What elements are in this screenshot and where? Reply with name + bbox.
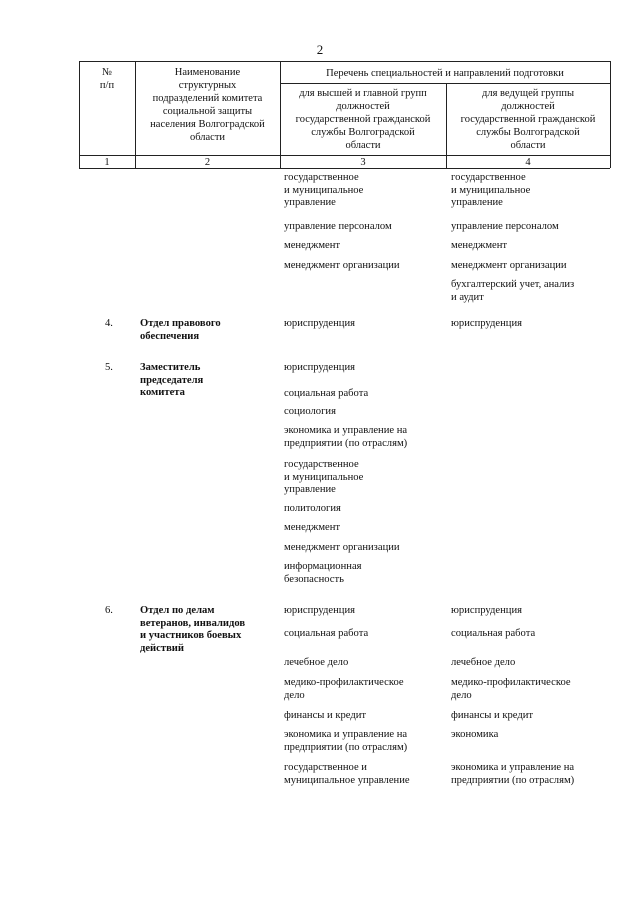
header-col4: для ведущей группы должностей государственной гражданской службы Волгоградской области xyxy=(460,88,596,151)
row4-name: Отдел правового обеспечения xyxy=(140,318,221,342)
row6-c3-2: социальная работа xyxy=(284,628,369,639)
header-col2: Наименование структурных подразделений комитета социальной защиты населения Волгоградской области xyxy=(150,67,265,143)
row5-c3-7: менеджмент xyxy=(284,522,341,533)
row5-c3-1: юриспруденция xyxy=(284,362,356,373)
header-col1: № п/п xyxy=(99,67,115,91)
header-num-4: 4 xyxy=(525,157,531,168)
cont-c4-4: менеджмент организации xyxy=(451,260,567,271)
row6-c4-3: лечебное дело xyxy=(451,657,516,668)
row6-c3-5: финансы и кредит xyxy=(284,710,367,721)
row6-c4-7: экономика и управление на предприятии (по отраслям) xyxy=(451,762,575,786)
row6-c4-6: экономика xyxy=(451,729,499,740)
row6-c3-4: медико-профилактическое дело xyxy=(284,677,404,701)
row6-c4-2: социальная работа xyxy=(451,628,536,639)
cont-c4-1: государственное и муниципальное управление xyxy=(451,172,531,208)
page-number: 2 xyxy=(316,42,324,57)
row6-c3-1: юриспруденция xyxy=(284,605,356,616)
header-subline xyxy=(280,83,610,84)
header-col3: для высшей и главной групп должностей государственной гражданской службы Волгоградской области xyxy=(295,88,431,151)
row6-c3-6: экономика и управление на предприятии (по отраслям) xyxy=(284,729,408,753)
row5-c3-9: информационная безопасность xyxy=(284,561,362,585)
row5-c3-5: государственное и муниципальное управление xyxy=(284,459,364,495)
row6-c4-5: финансы и кредит xyxy=(451,710,534,721)
row6-name: Отдел по делам ветеранов, инвалидов и участников боевых действий xyxy=(140,605,246,654)
row6-c3-7: государственное и муниципальное управление xyxy=(284,762,410,786)
row5-c3-8: менеджмент организации xyxy=(284,542,400,553)
row5-c3-6: политология xyxy=(284,503,341,514)
cont-c4-2: управление персоналом xyxy=(451,221,559,232)
row5-c3-4: экономика и управление на предприятии (по отраслям) xyxy=(284,425,408,449)
row6-c3-3: лечебное дело xyxy=(284,657,349,668)
row4-c3: юриспруденция xyxy=(284,318,356,329)
row6-c4-1: юриспруденция xyxy=(451,605,523,616)
row4-c4: юриспруденция xyxy=(451,318,523,329)
row5-number: 5. xyxy=(105,362,113,373)
row6-c4-4: медико-профилактическое дело xyxy=(451,677,571,701)
cont-c3-1: государственное и муниципальное управление xyxy=(284,172,364,208)
cont-c3-3: менеджмент xyxy=(284,240,341,251)
header-col34: Перечень специальностей и направлений подготовки xyxy=(326,68,564,79)
row5-name: Заместитель председателя комитета xyxy=(140,362,204,398)
cont-c4-3: менеджмент xyxy=(451,240,508,251)
header-num-1: 1 xyxy=(104,157,110,168)
header-num-3: 3 xyxy=(360,157,366,168)
header-border-right xyxy=(610,61,611,168)
row5-c3-3: социология xyxy=(284,406,336,417)
row4-number: 4. xyxy=(105,318,113,329)
row6-number: 6. xyxy=(105,605,113,616)
cont-c3-2: управление персоналом xyxy=(284,221,392,232)
header-num-2: 2 xyxy=(204,157,211,168)
cont-c3-4: менеджмент организации xyxy=(284,260,400,271)
row5-c3-2: социальная работа xyxy=(284,388,369,399)
cont-c4-5: бухгалтерский учет, анализ и аудит xyxy=(451,279,575,303)
header-border-top xyxy=(79,61,610,62)
